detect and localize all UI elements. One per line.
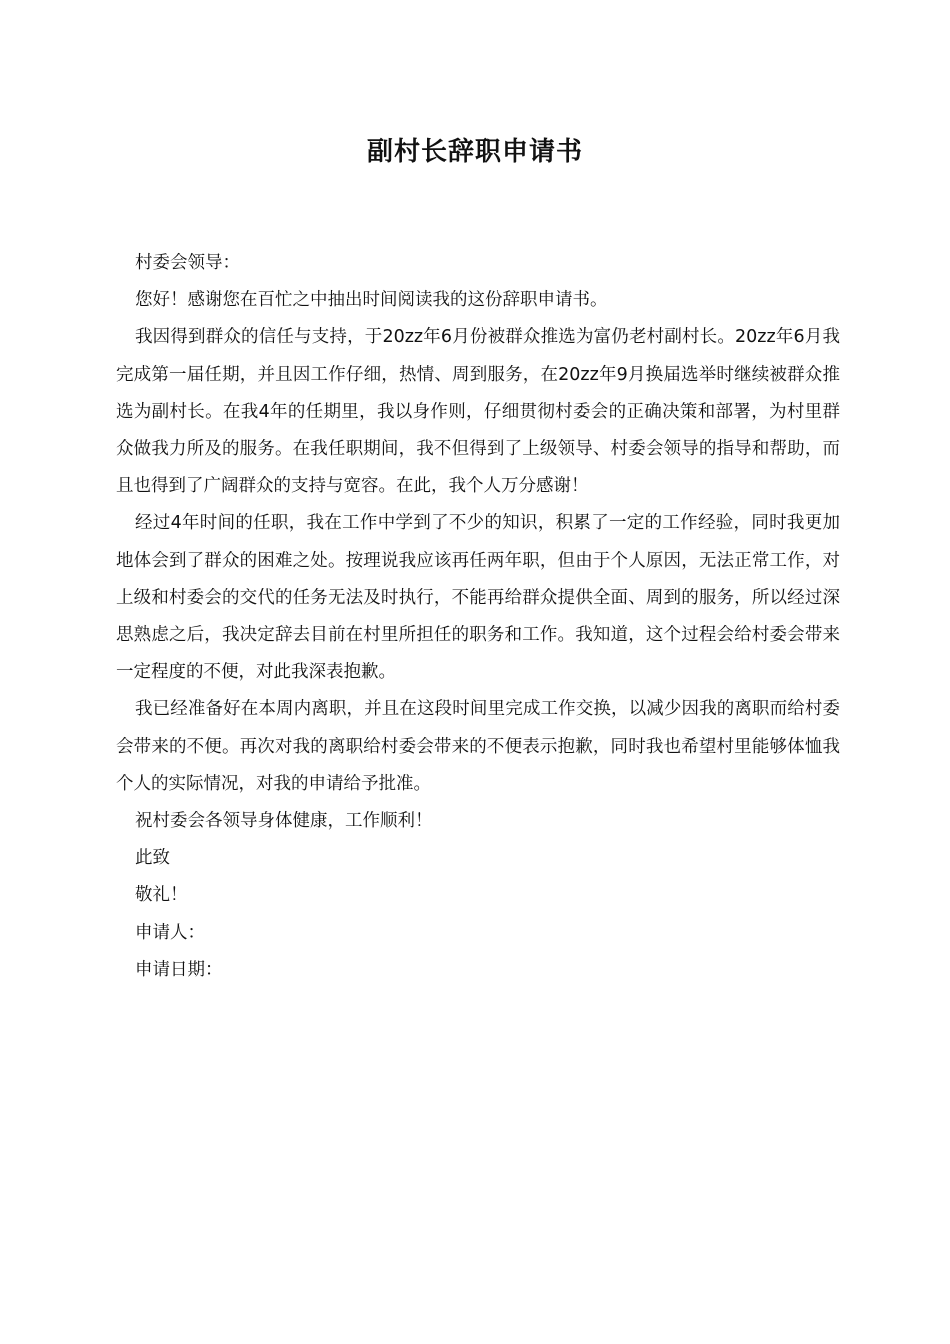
paragraph-1: 我因得到群众的信任与支持，于20zz年6月份被群众推选为富仍老村副村长。20zz年6月我完成第一届任期，并且因工作仔细，热情、周到服务，在20zz年9月换届选举时继续被群众推选为副村长。在我4年的任期里，我以身作则，仔细贯彻村委会的正确决策和部署，为村里群众做我力所及的服务。在我任职期间，我不但得到了上级领导、村委会领导的指导和帮助，而且也得到了广阔群众的支持与宽容。在此，我个人万分感谢！ [116,327,840,497]
salutation: 村委会领导： [135,253,240,273]
paragraph-3: 我已经准备好在本周内离职，并且在这段时间里完成工作交换，以减少因我的离职而给村委会带来的不便。再次对我的离职给村委会带来的不便表示抱歉，同时我也希望村里能够体恤我个人的实际情况，对我的申请给予批准。 [116,699,840,794]
date-label: 申请日期： [135,959,223,980]
document-body [116,245,840,989]
applicant-label: 申请人： [135,922,205,943]
greeting: 您好！感谢您在百忙之中抽出时间阅读我的这份辞职申请书。 [135,290,608,311]
paragraph-2: 经过4年时间的任职，我在工作中学到了不少的知识，积累了一定的工作经验，同时我更加地体会到了群众的困难之处。按理说我应该再任两年职，但由于个人原因，无法正常工作，对上级和村委会的交代的任务无法及时执行，不能再给群众提供全面、周到的服务，所以经过深思熟虑之后，我决定辞去目前在村里所担任的职务和工作。我知道，这个过程会给村委会带来一定程度的不便，对此我深表抱歉。 [116,513,840,683]
closing-line-2: 敬礼！ [135,885,188,906]
document-title: 副村长辞职申请书 [366,137,583,167]
wishes: 祝村委会各领导身体健康，工作顺利！ [135,811,433,832]
closing-line-1: 此致 [135,848,170,869]
